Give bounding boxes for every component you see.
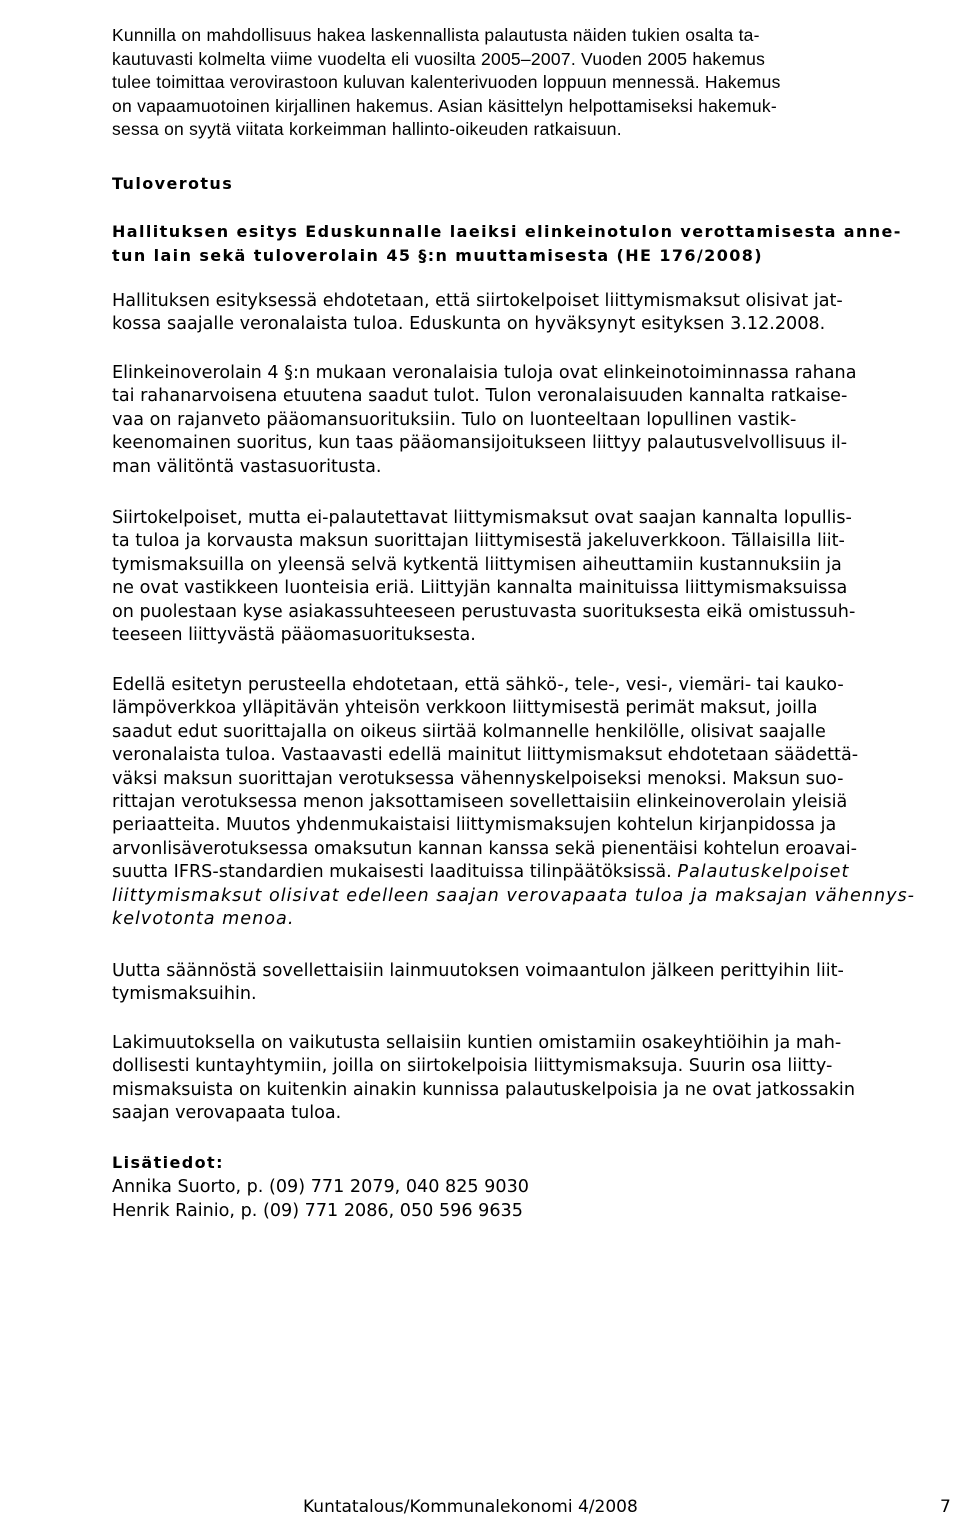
paragraph-line: tymismaksuilla on yleensä selvä kytkentä liittymisen aiheuttamiin kustannuksiin ja (112, 554, 842, 575)
subheading-line: tun lain sekä tuloverolain 45 §:n muuttamisesta (HE 176/2008) (112, 246, 764, 265)
italic-line: liittymismaksut olisivat edelleen saajan verovapaata tuloa ja maksajan vähennys- (112, 885, 916, 906)
paragraph-line: man välitöntä vastasuoritusta. (112, 456, 382, 477)
body-paragraph (112, 507, 960, 647)
paragraph-line: arvonlisäverotuksessa omaksutun kannan kanssa sekä pienentäisi kohtelun eroavai- (112, 838, 857, 859)
paragraph-line: ta tuloa ja korvausta maksun suorittajan liittymisestä jakeluverkkoon. Tällaisilla liit- (112, 531, 845, 552)
intro-paragraph (112, 24, 781, 142)
paragraph-line: saajan verovapaata tuloa. (112, 1103, 342, 1124)
body-paragraph (112, 362, 960, 479)
subheading-line: Hallituksen esitys Eduskunnalle laeiksi elinkeinotulon verottamisesta anne- (112, 222, 902, 241)
paragraph-line: Siirtokelpoiset, mutta ei-palautettavat liittymismaksut ovat saajan kannalta lopullis- (112, 508, 852, 528)
italic-text: Palautuskelpoiset (677, 862, 850, 883)
intro-line: kautuvasti kolmelta viime vuodelta eli vuosilta 2005–2007. Vuoden 2005 hakemus (112, 48, 766, 69)
body-paragraph (112, 1032, 960, 1126)
paragraph-line: tymismaksuihin. (112, 984, 257, 1005)
paragraph-line: dollisesti kuntayhtymiin, joilla on siirtokelpoisia liittymismaksuja. Suurin osa liitty- (112, 1056, 833, 1077)
section-subheading (112, 220, 954, 268)
paragraph-line: rittajan verotuksessa menon jaksottamiseen sovellettaisiin elinkeinoverolain yleisiä (112, 792, 848, 813)
paragraph-line: periaatteita. Muutos yhdenmukaistaisi liittymismaksujen kohtelun kirjanpidossa ja (112, 815, 837, 836)
body-paragraph (112, 290, 960, 337)
contact-line: Annika Suorto, p. (09) 771 2079, 040 825 9030 (112, 1177, 529, 1197)
intro-line: sessa on syytä viitata korkeimman hallinto-oikeuden ratkaisuun. (112, 119, 622, 139)
italic-line: kelvotonta menoa. (112, 909, 295, 930)
paragraph-line: keenomainen suoritus, kun taas pääomansijoitukseen liittyy palautusvelvollisuus il- (112, 433, 848, 454)
paragraph-text: suutta IFRS-standardien mukaisesti laadituissa tilinpäätöksissä. (112, 862, 678, 883)
paragraph-line: Hallituksen esityksessä ehdotetaan, että siirtokelpoiset liittymismaksut olisivat jat- (112, 291, 843, 311)
paragraph-line: Lakimuutoksella on vaikutusta sellaisiin kuntien omistamiin osakeyhtiöihin ja mah- (112, 1033, 842, 1053)
paragraph-line: väksi maksun suorittajan verotuksessa vähennyskelpoiseksi menoksi. Maksun suo- (112, 768, 844, 789)
paragraph-line: saadut edut suorittajalla on oikeus siirtää kolmannelle henkilölle, olisivat saajalle (112, 721, 826, 742)
footer-publication: Kuntatalous/Kommunalekonomi 4/2008 (303, 1497, 638, 1517)
paragraph-line: Elinkeinoverolain 4 §:n mukaan veronalaisia tuloja ovat elinkeinotoiminnassa rahana (112, 363, 857, 383)
paragraph-line: kossa saajalle veronalaista tuloa. Eduskunta on hyväksynyt esityksen 3.12.2008. (112, 314, 826, 335)
contact-line: Henrik Rainio, p. (09) 771 2086, 050 596 9635 (112, 1201, 523, 1221)
intro-line: on vapaamuotoinen kirjallinen hakemus. Asian käsittelyn helpottamiseksi hakemuk- (112, 95, 777, 116)
paragraph-line: Edellä esitetyn perusteella ehdotetaan, että sähkö-, tele-, vesi-, viemäri- tai kauko- (112, 675, 844, 695)
paragraph-line: Uutta säännöstä sovellettaisiin lainmuutoksen voimaantulon jälkeen perittyihin liit- (112, 961, 844, 981)
paragraph-line: mismaksuista on kuitenkin ainakin kunnissa palautuskelpoisia ja ne ovat jatkossakin (112, 1079, 855, 1100)
paragraph-line: on puolestaan kyse asiakassuhteeseen perustuvasta suorituksesta eikä omistussuh- (112, 601, 856, 622)
body-paragraph (112, 674, 960, 931)
contact-title: Lisätiedot: (112, 1153, 224, 1172)
intro-line: Kunnilla on mahdollisuus hakea laskennallista palautusta näiden tukien osalta ta- (112, 25, 760, 45)
section-heading: Tuloverotus (112, 174, 234, 193)
paragraph-line: lämpöverkkoa ylläpitävän yhteisön verkkoon liittymisestä perimät maksut, joilla (112, 698, 818, 719)
footer-page-number: 7 (940, 1497, 951, 1517)
paragraph-line (112, 861, 960, 884)
paragraph-line: veronalaista tuloa. Vastaavasti edellä mainitut liittymismaksut ehdotetaan säädettä- (112, 745, 859, 766)
body-paragraph (112, 960, 960, 1007)
intro-line: tulee toimittaa verovirastoon kuluvan kalenterivuoden loppuun mennessä. Hakemus (112, 72, 781, 92)
paragraph-line: vaa on rajanveto pääomansuorituksiin. Tulo on luonteeltaan lopullinen vastik- (112, 409, 797, 430)
paragraph-line: teeseen liittyvästä pääomasuorituksesta. (112, 625, 476, 646)
paragraph-line: ne ovat vastikkeen luonteisia eriä. Liittyjän kannalta mainituissa liittymismaksuissa (112, 578, 848, 599)
paragraph-line: tai rahanarvoisena etuutena saadut tulot. Tulon veronalaisuuden kannalta ratkaise- (112, 386, 848, 407)
